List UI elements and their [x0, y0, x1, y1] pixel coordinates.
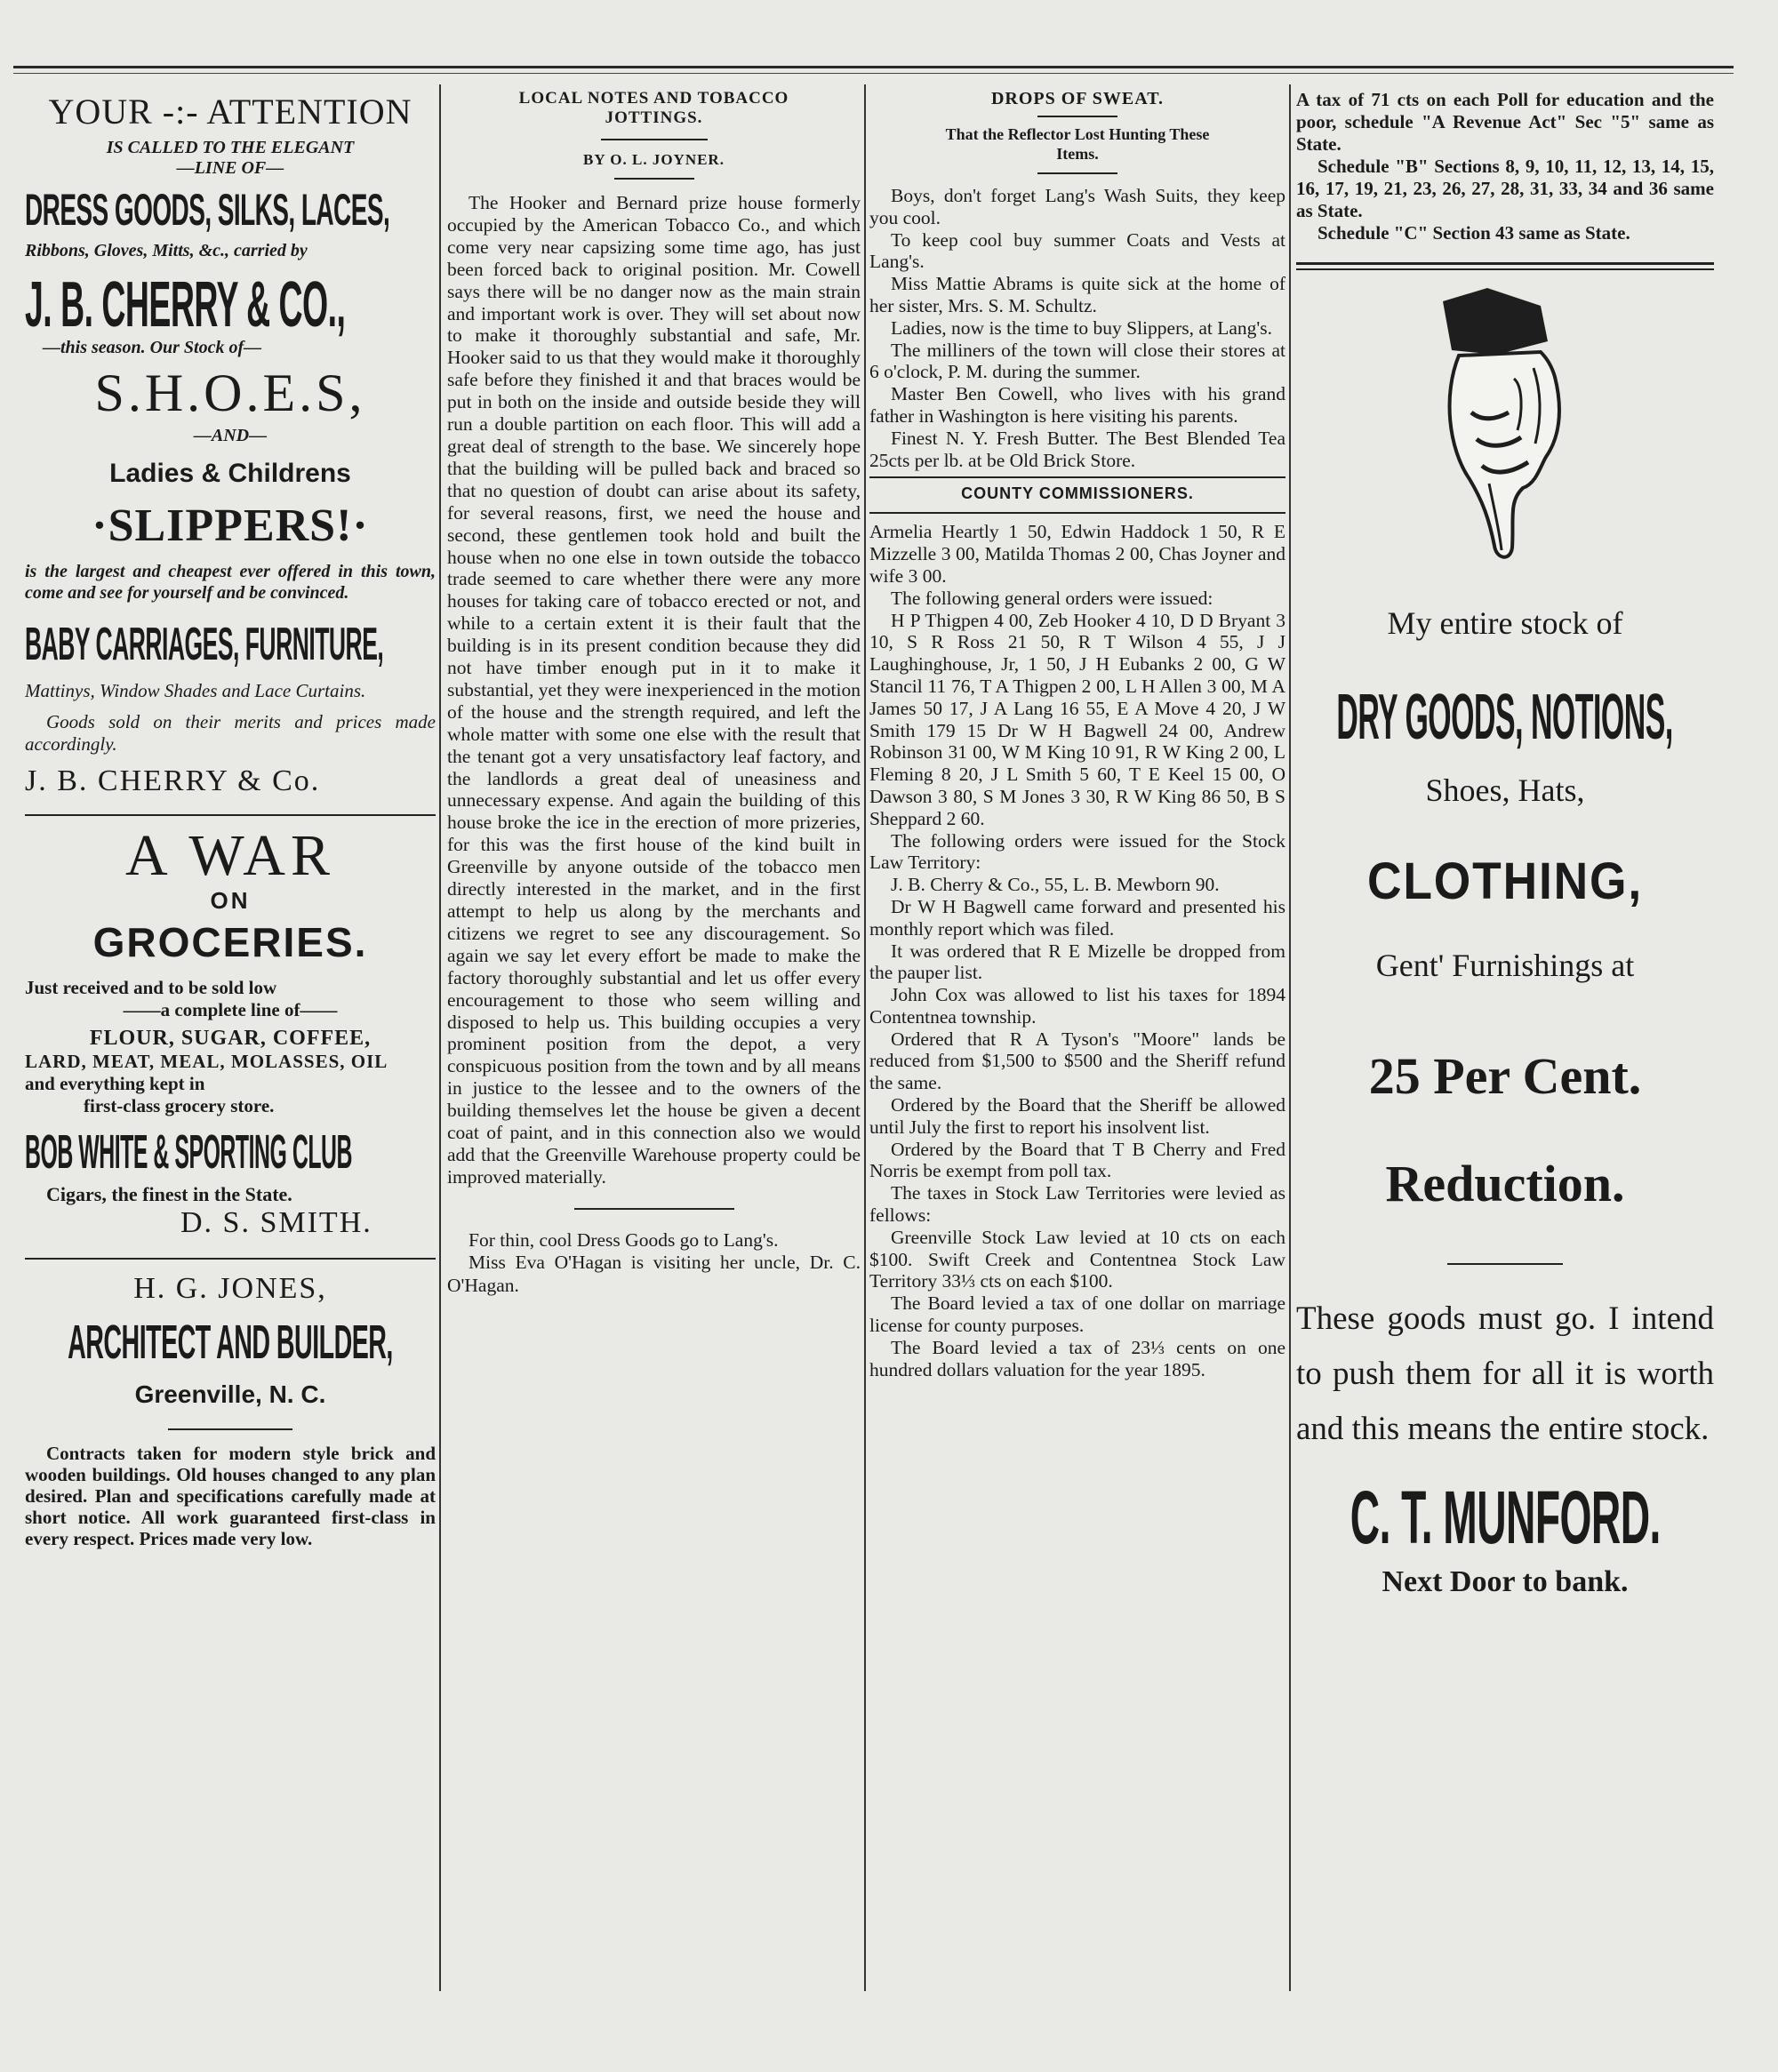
short-divider [168, 1428, 292, 1430]
commissioners-item: The Board levied a tax of one dollar on marriage license for county purposes. [869, 1292, 1285, 1337]
commissioners-item: John Cox was allowed to list his taxes for 1894 Contentnea township. [869, 984, 1285, 1028]
munford-wrap [1296, 1475, 1714, 1560]
divider [1296, 262, 1714, 265]
divider [869, 476, 1285, 478]
divider [869, 512, 1285, 514]
drops-item: Finest N. Y. Fresh Butter. The Best Blended Tea 25cts per lb. at be Old Brick Store. [869, 427, 1285, 471]
dress-goods-item: For thin, cool Dress Goods go to Lang's. [469, 1228, 779, 1251]
commissioners-item: Armelia Heartly 1 50, Edwin Haddock 1 50, R E Mizzelle 3 00, Matilda Thomas 2 00, Chas Joyner and wife 3 00. [869, 521, 1285, 587]
tax-item: Schedule "B" Sections 8, 9, 10, 11, 12, 13, 14, 15, 16, 17, 19, 21, 23, 26, 27, 28, 31, 33, 34 and 36 same as State. [1296, 156, 1714, 221]
column-local-notes [447, 89, 861, 1991]
divider [614, 178, 694, 180]
this-season-text: —this season. Our Stock of— [43, 338, 262, 357]
dress-goods-headline: DRESS GOODS, SILKS, LACES, [25, 185, 390, 235]
commissioners-item: J. B. Cherry & Co., 55, L. B. Mewborn 90. [891, 874, 1220, 896]
commissioners-item: The Board levied a tax of 23⅓ cents on one hundred dollars valuation for the year 1895. [869, 1336, 1285, 1380]
munford-headline: C. T. MUNFORD. [1350, 1476, 1661, 1559]
column-munford-ad [1296, 89, 1714, 1991]
baby-carriages-headline: BABY CARRIAGES, FURNITURE, [25, 619, 384, 670]
commissioners-item: Ordered by the Board that the Sheriff be allowed until July the first to report his insolvent list. [869, 1094, 1285, 1138]
top-border [13, 66, 1734, 68]
on-text: ON [210, 887, 251, 914]
commissioners-items [869, 521, 1285, 1380]
cherry-signature: J. B. CHERRY & Co. [25, 764, 321, 797]
cigars-text: Cigars, the finest in the State. [46, 1183, 292, 1205]
just-received-text: Just received and to be sold low [25, 977, 277, 998]
ribbons-text: Ribbons, Gloves, Mitts, &c., carried by [25, 241, 308, 260]
cherry-headline: J. B. CHERRY & CO., [25, 269, 346, 340]
divider [1037, 172, 1117, 174]
attention-title: YOUR -:- ATTENTION [48, 92, 412, 132]
first-class-text: first-class grocery store. [84, 1095, 275, 1116]
dress-goods-wrap [25, 184, 436, 237]
tobacco-article [447, 192, 861, 1188]
commissioners-item: Dr W H Bagwell came forward and presented his monthly report which was filed. [869, 895, 1285, 940]
smith-signature: D. S. SMITH. [180, 1206, 372, 1239]
short-divider [1447, 1263, 1563, 1265]
article-text: The Hooker and Bernard prize house formerly occupied by the American Tobacco Co., and which come very near capsizing some time ago, has just been forced back to original position. Mr. Cowell says there will be no danger now as the main strain and important work is over. They will set about now to make it thoroughly substantial and safe, Mr. Hooker said to us that they would make it thoroughly safe before they finished it and that braces would be put in both on the inside and outside beside they will run a double partition on each floor. This will add a great deal of strength to the base. We sincerely hope that the building will be pulled back and braced so that no question of doubt can arise about its safety, for several reasons, first, we need the house and second, these gentlemen took hold and built the house when no one else in town outside the tobacco trade seemed to care whether there were any more houses for taking care of tobacco erected or not, and while to a certain extent it is their fault that the building is in its present condition because they did not have timber enough put in it to make it substantial, yet they were inexperienced in the motion of the house and the strength required, and left the whole matter with some one else with the result that the tenant got a very unsatisfactory leaf factory, and the landlords a great deal of uneasiness and unnecessary expense. And again the building of this house broke the ice in the erection of more prizeries, for this was the first house of the kind built in Greenville by anyone outside of the tobacco men directly interested in the market, and in the first attempt to help us along by the merchants and citizens we regret to see any discouragement. So again we say let every effort be made to make the factory thoroughly substantial and let us offer every encouragement to those who seem willing and disposed to help us. This building occupies a very prominent position from the depot, a very conspicuous position from the town and by all means in justice to the lessee and to the owners of the building themselves let the house be given a decent coat of paint, and in this connection also we would add that the Greenville Warehouse property could be improved materially. [447, 192, 861, 1188]
ohagan-item: Miss Eva O'Hagan is visiting her uncle, Dr. C. O'Hagan. [447, 1252, 861, 1296]
next-door-text: Next Door to bank. [1382, 1565, 1629, 1598]
byline: BY O. L. JOYNER. [583, 151, 725, 168]
groceries-headline: GROCERIES. [92, 919, 368, 965]
top-border-thin [13, 73, 1734, 74]
largest-text: is the largest and cheapest ever offered in this town, come and see for yourself and be convinced. [25, 562, 436, 603]
dry-goods-wrap [1296, 681, 1714, 754]
drops-item: Boys, don't forget Lang's Wash Suits, they keep you cool. [869, 185, 1285, 228]
flour-text: FLOUR, SUGAR, COFFEE, [89, 1027, 372, 1050]
commissioners-item: It was ordered that R E Mizelle be dropped from the pauper list. [869, 940, 1285, 984]
ladies-text: Ladies & Childrens [109, 459, 351, 488]
dry-goods-headline: DRY GOODS, NOTIONS, [1336, 682, 1674, 753]
line-of-text: —LINE OF— [176, 158, 284, 178]
drops-item: To keep cool buy summer Coats and Vests at Lang's. [869, 228, 1285, 273]
commissioners-item: Ordered by the Board that T B Cherry and Fred Norris be exempt from poll tax. [869, 1138, 1285, 1182]
pointing-hand-icon [1390, 279, 1621, 572]
reduction-headline: Reduction. [1385, 1155, 1625, 1212]
drops-item: Master Ben Cowell, who lives with his grand father in Washington is here visiting his parents. [869, 383, 1285, 427]
drops-item: Ladies, now is the time to buy Slippers, at Lang's. [891, 316, 1273, 339]
called-text: IS CALLED TO THE ELEGANT [106, 138, 355, 157]
commissioners-item: The taxes in Stock Law Territories were levied as fellows: [869, 1182, 1285, 1227]
column-advertisements-left [25, 89, 436, 1991]
commissioners-item: Greenville Stock Law levied at 10 cts on each $100. Swift Creek and Contentnea Stock Law Territory 33⅓ cts on each $100. [869, 1226, 1285, 1292]
percent-headline: 25 Per Cent. [1368, 1047, 1642, 1105]
local-items [447, 1229, 861, 1298]
war-headline: A WAR [125, 823, 335, 888]
gents-text: Gent' Furnishings at [1375, 948, 1635, 983]
drops-heading: DROPS OF SWEAT. [990, 89, 1165, 108]
goods-sold-text: Goods sold on their merits and prices made accordingly. [25, 711, 436, 755]
bobwhite-wrap [25, 1124, 436, 1183]
cherry-wrap [25, 268, 436, 338]
architect-wrap [25, 1315, 436, 1373]
drops-subheading: That the Reflector Lost Hunting These Items. [945, 125, 1210, 163]
architect-headline: ARCHITECT AND BUILDER, [68, 1316, 393, 1369]
greenville-text: Greenville, N. C. [134, 1380, 326, 1408]
commissioners-heading: COUNTY COMMISSIONERS. [961, 484, 1194, 503]
drops-item: Miss Mattie Abrams is quite sick at the home of her sister, Mrs. S. M. Schultz. [869, 273, 1285, 316]
commissioners-item: H P Thigpen 4 00, Zeb Hooker 4 10, D D Bryant 3 10, S R Ross 21 50, R T Wilson 4 55, J J Laughinghouse, Jr, 1 50, J H Eubanks 2 00, G W Stancil 11 76, T A Thigpen 2 00, L H Allen 3 00, M A James 50 17, J A Lang 16 55, E A Move 4 20, J W Smith 179 15 Dr W H Bagwell 24 00, Andrew Robinson 31 00, W M King 10 91, R W King 2 00, L Fleming 8 20, J L Smith 5 60, T E Keel 15 00, O Dawson 3 80, S M Jones 3 30, R W King 86 50, B S Sheppard 2 60. [869, 609, 1285, 829]
divider [601, 139, 708, 140]
and-text: —AND— [193, 426, 268, 445]
column-divider [439, 84, 441, 1991]
clothing-headline: CLOTHING, [1366, 852, 1644, 910]
slippers-headline: ·SLIPPERS!· [92, 500, 369, 551]
divider [25, 814, 436, 816]
shoes-hats-text: Shoes, Hats, [1425, 772, 1585, 808]
divider [25, 1258, 436, 1260]
jones-name: H. G. JONES, [133, 1272, 327, 1305]
divider [574, 1208, 734, 1210]
tax-item: Schedule "C" Section 43 same as State. [1317, 222, 1630, 244]
column-divider [1289, 84, 1291, 1991]
complete-line-text: ——a complete line of—— [123, 999, 338, 1020]
drops-items [869, 185, 1285, 471]
tax-items [1296, 89, 1714, 244]
column-divider [864, 84, 866, 1991]
commissioners-item: Ordered that R A Tyson's "Moore" lands be reduced from $1,500 to $500 and the Sheriff refund the same. [869, 1028, 1285, 1094]
baby-wrap [25, 618, 436, 675]
lard-text: LARD, MEAT, MEAL, MOLASSES, OIL [25, 1051, 388, 1072]
divider [1037, 116, 1117, 117]
local-notes-heading: LOCAL NOTES AND TOBACCO JOTTINGS. [518, 89, 789, 127]
shoes-headline: S.H.O.E.S, [94, 364, 366, 422]
entire-stock-text: My entire stock of [1387, 605, 1623, 641]
divider [1296, 268, 1714, 270]
everything-text: and everything kept in [25, 1073, 205, 1094]
commissioners-item: The following orders were issued for the Stock Law Territory: [869, 829, 1285, 874]
mattings-text: Mattinys, Window Shades and Lace Curtains. [25, 680, 366, 701]
bobwhite-headline: BOB WHITE & SPORTING CLUB [25, 1125, 352, 1179]
tax-item: A tax of 71 cts on each Poll for education and the poor, schedule "A Revenue Act" Sec "5" same as State. [1296, 89, 1714, 155]
drops-item: The milliners of the town will close their stores at 6 o'clock, P. M. during the summer. [869, 339, 1285, 383]
these-goods-text: These goods must go. I intend to push them for all it is worth and this means the entire stock. [1296, 1300, 1714, 1447]
commissioners-item: The following general orders were issued: [891, 587, 1213, 609]
column-drops-of-sweat [869, 89, 1285, 1991]
contracts-text: Contracts taken for modern style brick and wooden buildings. Old houses changed to any plan desired. Plan and specifications carefully made at short notice. All work guaranteed first-class in every respect. Prices made very low. [25, 1443, 436, 1549]
